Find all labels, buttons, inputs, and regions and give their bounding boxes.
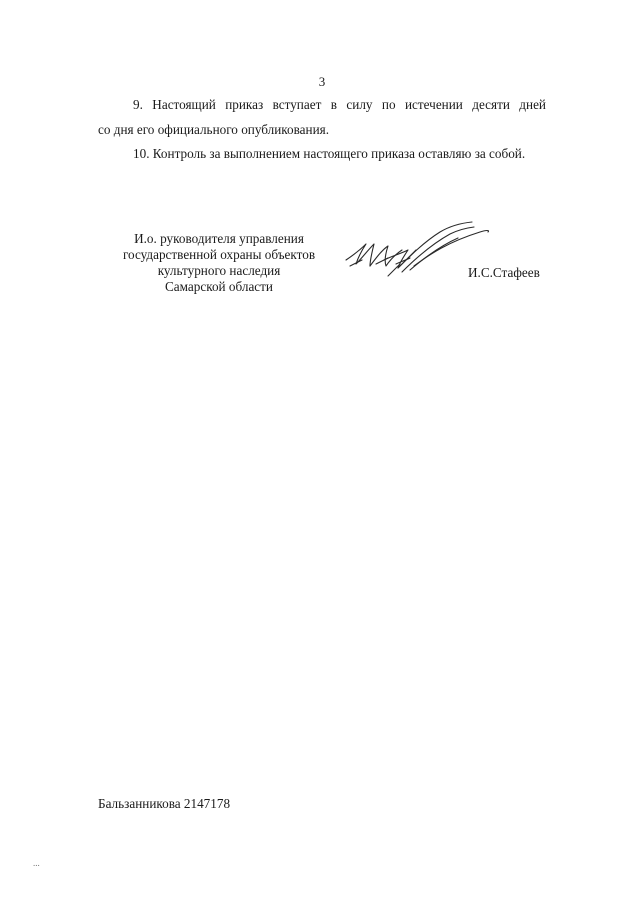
position-line-2: государственной охраны объектов [122,247,316,262]
paragraph-10: 10. Контроль за выполнением настоящего приказа оставляю за собой. [133,146,526,161]
paragraph-9-line-1: 9. Настоящий приказ вступает в силу по истечении десяти дней [133,97,546,112]
corner-mark: ... [33,858,40,868]
executor-contact: Бальзанникова 2147178 [98,796,231,811]
position-line-1: И.о. руководителя управления [134,231,304,246]
position-line-4: Самарской области [165,279,273,294]
position-line-3: культурного наследия [157,263,281,278]
signer-name: И.С.Стафеев [468,265,540,280]
signatory-position [104,231,334,295]
page-number: 3 [318,74,326,89]
paragraph-9-line-2: со дня его официального опубликования. [98,122,329,137]
